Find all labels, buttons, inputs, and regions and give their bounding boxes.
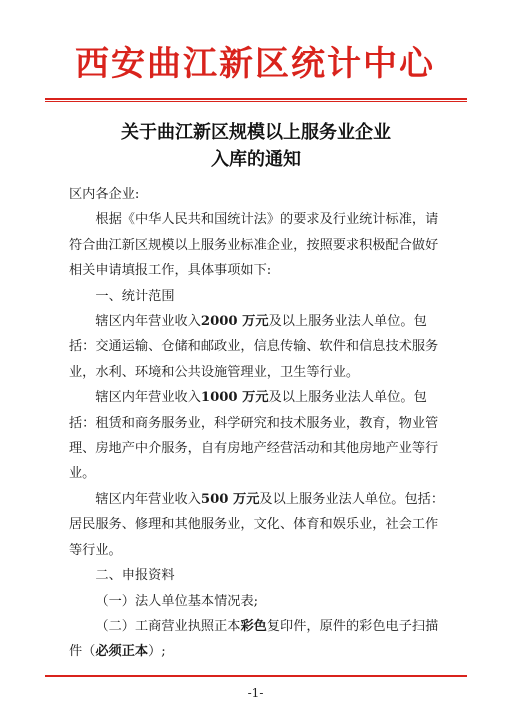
- scope-paragraph-1: 辖区内年营业收入2000 万元及以上服务业法人单位。包括：交通运输、仓储和邮政业，信息传输、软件和信息技术服务业，水利、环境和公共设施管理业，卫生等行业。: [69, 314, 439, 380]
- document-title-line1: 关于曲江新区规模以上服务业企业: [121, 122, 391, 143]
- document-body: [69, 182, 449, 665]
- scope-paragraph-2: 辖区内年营业收入1000 万元及以上服务业法人单位。包括：租赁和商务服务业，科学研究和技术服务业，教育，物业管理、房地产中介服务，自有房地产经营活动和其他房地产业等行业。: [69, 390, 439, 482]
- section1-heading: 一、统计范围: [95, 288, 175, 304]
- section2-heading: 二、申报资料: [95, 568, 175, 584]
- header-red-rule: [45, 98, 467, 100]
- header-red-rule-thin: [45, 101, 467, 102]
- footer-red-rule: [45, 675, 467, 677]
- salutation: 区内各企业:: [69, 187, 140, 202]
- materials-item-2: （二）工商营业执照正本彩色复印件，原件的彩色电子扫描件（必须正本）;: [69, 618, 439, 660]
- scope-paragraph-3: 辖区内年营业收入500 万元及以上服务业法人单位。包括：居民服务、修理和其他服务业，文化、体育和娱乐业，社会工作等行业。: [69, 491, 445, 558]
- org-header: 西安曲江新区统计中心: [75, 44, 435, 84]
- page-number: -1-: [247, 686, 264, 700]
- intro-paragraph: 根据《中华人民共和国统计法》的要求及行业统计标准，请符合曲江新区规模以上服务业标准企业，按照要求积极配合做好相关申请填报工作，具体事项如下:: [69, 212, 439, 279]
- document-title-line2: 入库的通知: [211, 149, 301, 170]
- materials-item-1: （一）法人单位基本情况表;: [95, 593, 259, 609]
